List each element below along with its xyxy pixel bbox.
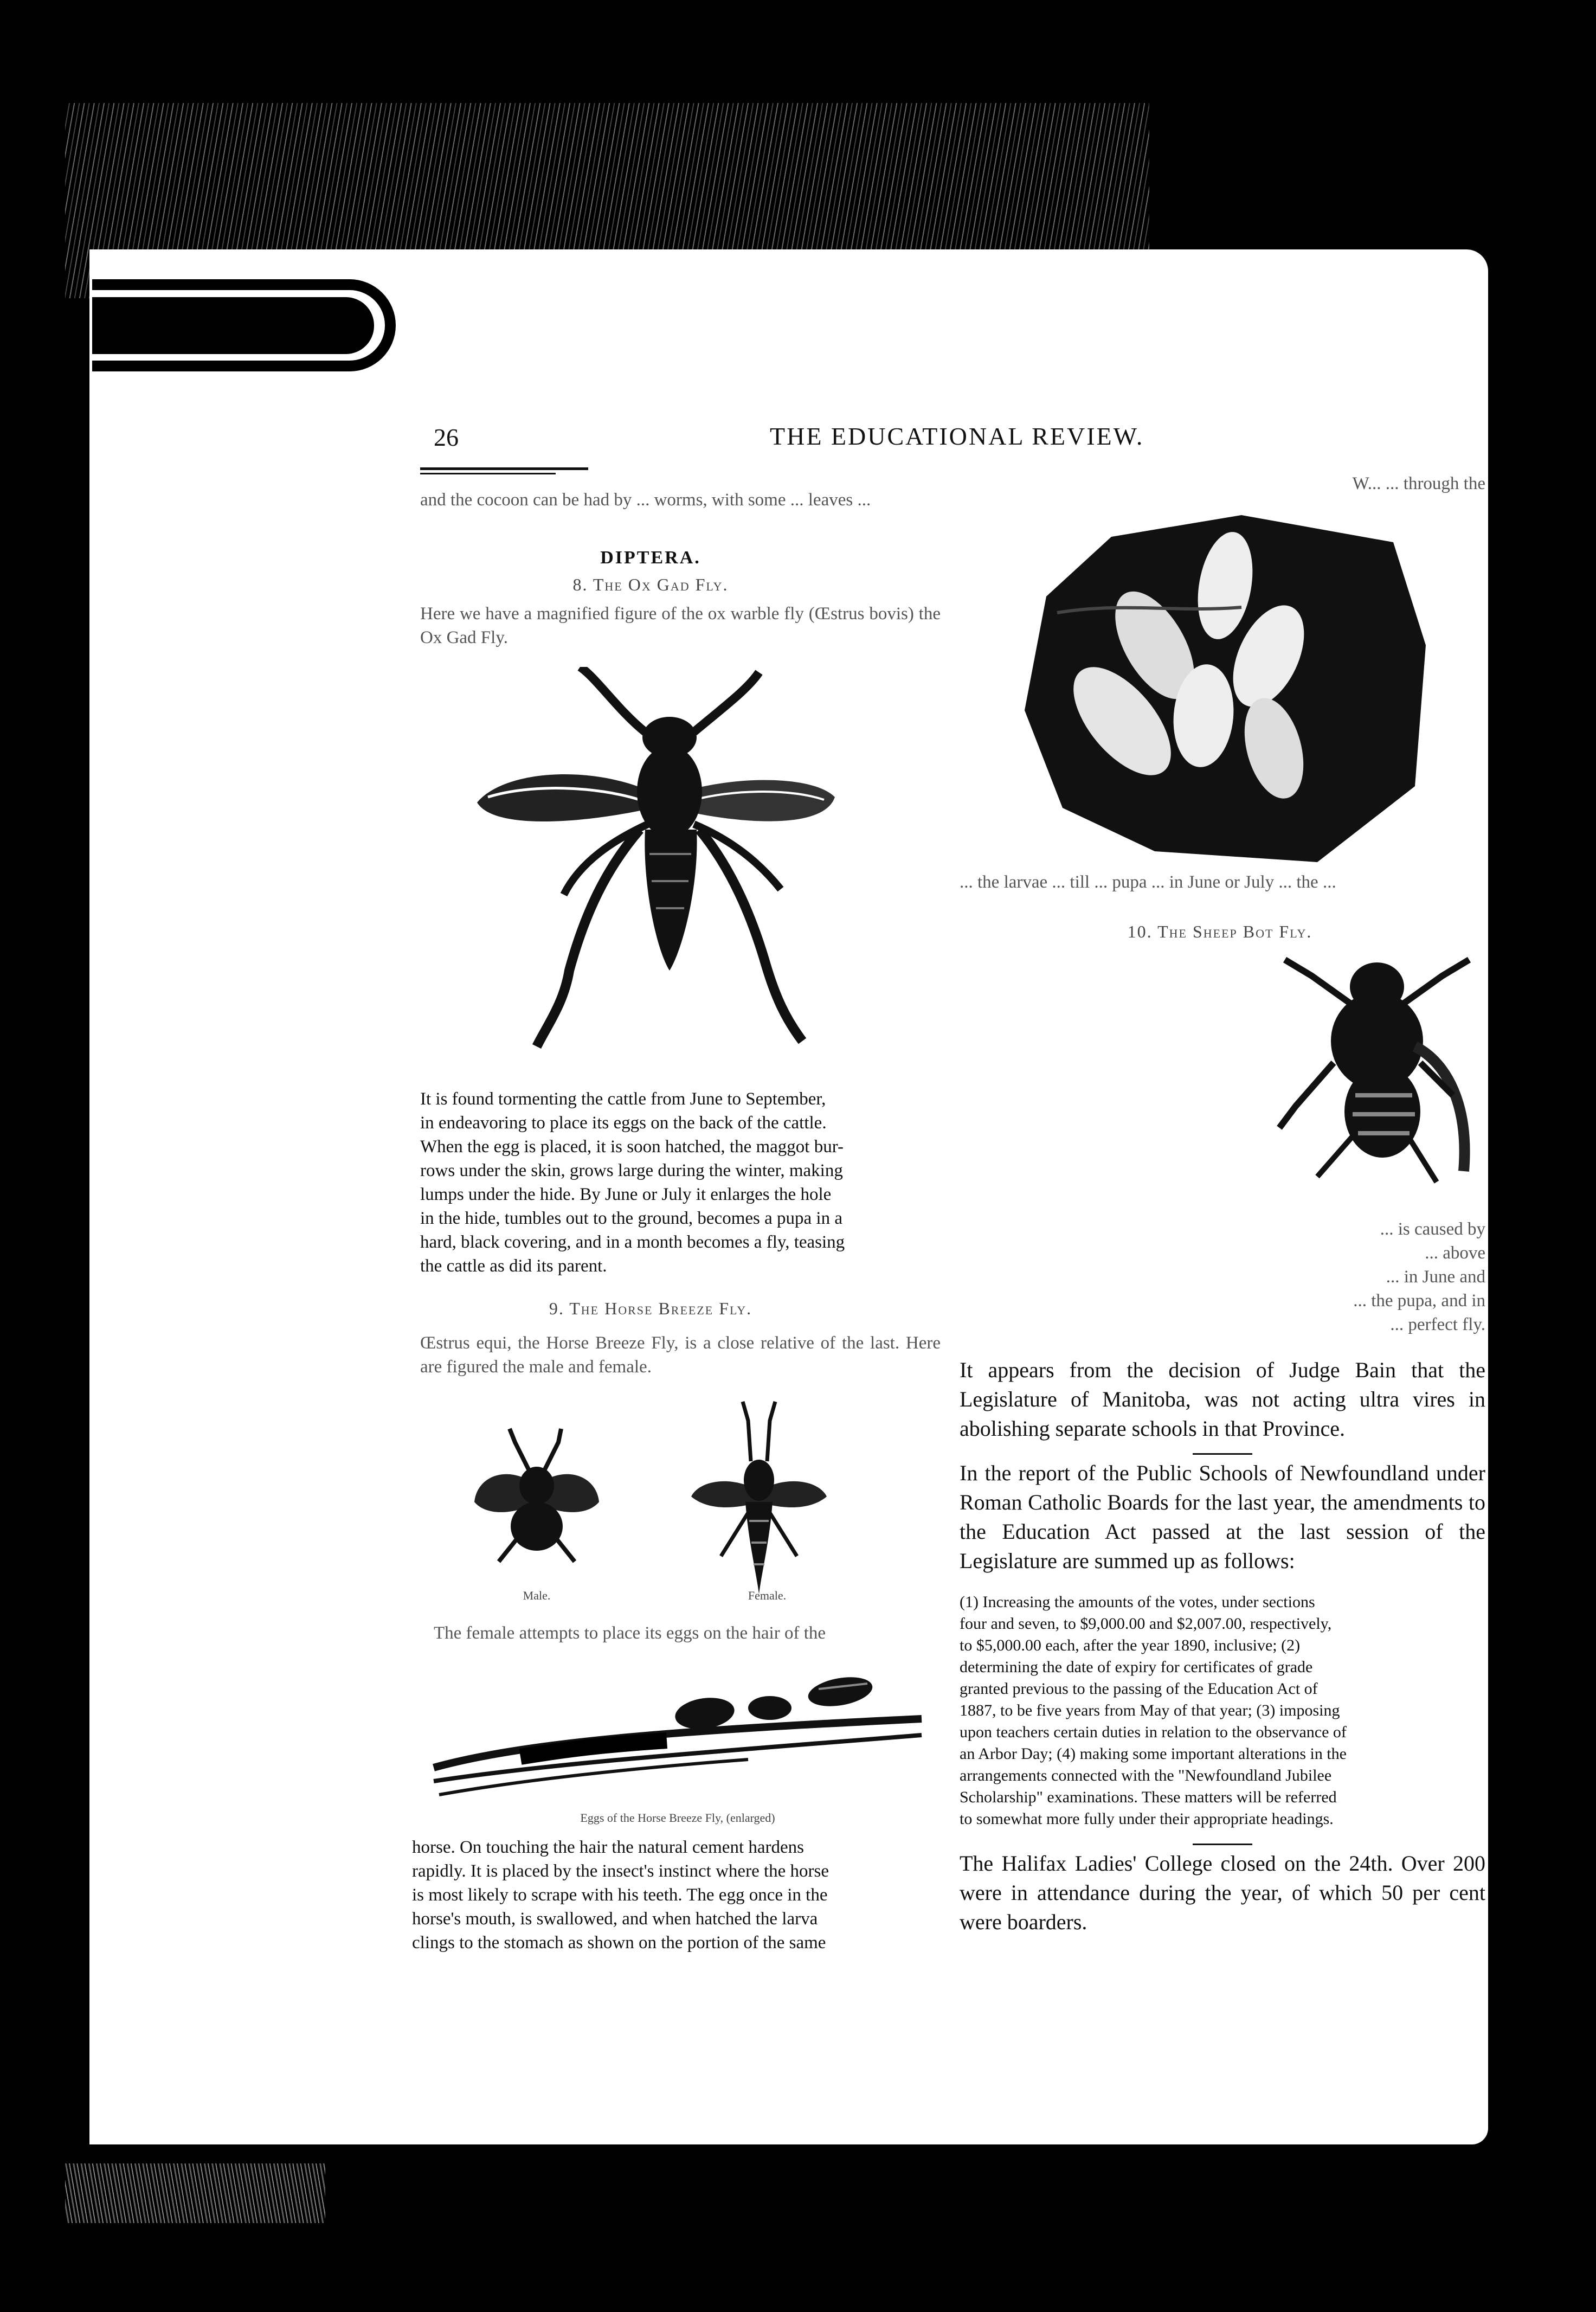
- label-female: Female.: [748, 1589, 787, 1602]
- newfoundland-line: an Arbor Day; (4) making some important alterations in the: [960, 1745, 1347, 1763]
- horse-text-line: rapidly. It is placed by the insect's instinct where the horse: [412, 1861, 829, 1881]
- ox-text-line: in the hide, tumbles out to the ground, becomes a pupa in a: [420, 1209, 842, 1228]
- sheep-text-line: ... perfect fly.: [1390, 1315, 1485, 1334]
- paragraph-newfoundland-intro: In the report of the Public Schools of Newfoundland under Roman Catholic Boards for the last year, the amendments to the Education Act passed at the last session of the Legislature are summed up as follows:: [960, 1461, 1485, 1573]
- sheep-text-line: ... the pupa, and in: [1353, 1291, 1485, 1311]
- sheep-text-line: ... is caused by: [1380, 1219, 1485, 1239]
- journal-title: THE EDUCATIONAL REVIEW.: [770, 422, 1144, 450]
- separator-rule-2: [1193, 1844, 1252, 1845]
- page-number: 26: [434, 423, 459, 451]
- horse-text-line: clings to the stomach as shown on the portion of the same: [412, 1933, 826, 1953]
- paragraph-halifax: The Halifax Ladies' College closed on the 24th. Over 200 were in attendance during the year, of which 50 per cent were boarders.: [960, 1851, 1485, 1934]
- ox-text-line: lumps under the hide. By June or July it enlarges the hole: [420, 1185, 832, 1204]
- ox-text-line: It is found tormenting the cattle from June to September,: [420, 1089, 826, 1109]
- sheep-text-line: ... in June and: [1386, 1267, 1485, 1287]
- right-top-fragment: W... ... through the: [1352, 474, 1485, 493]
- horse-breeze-fly-title: 9. The Horse Breeze Fly.: [549, 1299, 752, 1318]
- paragraph-newfoundland-list: [960, 1591, 1485, 1830]
- section-heading-diptera: DIPTERA.: [600, 548, 701, 568]
- horse-breeze-fly-male-illustration: [472, 1426, 602, 1589]
- header-rule: [420, 467, 588, 470]
- separator-rule: [1193, 1453, 1252, 1455]
- ox-text-line: in endeavoring to place its eggs on the back of the cattle.: [420, 1113, 827, 1133]
- horse-text: [412, 1835, 943, 1955]
- ox-gad-fly-intro: Here we have a magnified figure of the ox warble fly (Œstrus bovis) the Ox Gad Fly.: [420, 604, 941, 647]
- sheep-bot-fly-illustration: [1274, 954, 1480, 1193]
- page-tab-edge-cut: [92, 297, 374, 354]
- newfoundland-line: granted previous to the passing of the Education Act of: [960, 1680, 1318, 1698]
- ox-gad-fly-text: [420, 1087, 941, 1278]
- left-top-fragment: and the cocoon can be had by ... worms, with some ... leaves ...: [420, 490, 871, 510]
- header-rule-2: [420, 473, 556, 474]
- horse-text-line: horse. On touching the hair the natural cement hardens: [412, 1838, 805, 1857]
- ox-text-line: rows under the skin, grows large during the winter, making: [420, 1161, 843, 1180]
- scan-noise-bottom: [65, 2163, 325, 2223]
- sheep-bot-fly-title: 10. The Sheep Bot Fly.: [1127, 922, 1312, 941]
- female-text: The female attempts to place its eggs on the hair of the: [434, 1623, 826, 1643]
- newfoundland-line: Scholarship" examinations. These matters will be referred: [960, 1788, 1337, 1806]
- newfoundland-line: 1887, to be five years from May of that year; (3) imposing: [960, 1701, 1340, 1719]
- paragraph-manitoba: It appears from the decision of Judge Bain that the Legislature of Manitoba, was not acting ultra vires in abolishing separate schools in that Province.: [960, 1358, 1485, 1441]
- horse-breeze-fly-intro: Œstrus equi, the Horse Breeze Fly, is a close relative of the last. Here are figured the male and female.: [420, 1333, 941, 1377]
- newfoundland-line: upon teachers certain duties in relation to the observance of: [960, 1723, 1347, 1741]
- ox-text-line: When the egg is placed, it is soon hatched, the maggot bur-: [420, 1137, 844, 1157]
- newfoundland-line: four and seven, to $9,000.00 and $2,007.00, respectively,: [960, 1615, 1332, 1633]
- stomach-caption: ... the larvae ... till ... pupa ... in June or July ... the ...: [960, 872, 1336, 892]
- horse-breeze-fly-female-illustration: [688, 1399, 829, 1605]
- ox-text-line: the cattle as did its parent.: [420, 1256, 607, 1276]
- horse-hair-eggs-illustration: [423, 1659, 932, 1811]
- label-male: Male.: [523, 1589, 551, 1602]
- newfoundland-line: to somewhat more fully under their appropriate headings.: [960, 1810, 1334, 1828]
- horse-text-line: horse's mouth, is swallowed, and when hatched the larva: [412, 1909, 818, 1929]
- newfoundland-line: (1) Increasing the amounts of the votes, under sections: [960, 1593, 1315, 1611]
- eggs-caption: Eggs of the Horse Breeze Fly, (enlarged): [580, 1811, 775, 1825]
- sheep-bot-fly-text: [960, 1217, 1485, 1337]
- newfoundland-line: to $5,000.00 each, after the year 1890, inclusive; (2): [960, 1636, 1301, 1654]
- ox-text-line: hard, black covering, and in a month becomes a fly, teasing: [420, 1232, 845, 1252]
- newfoundland-line: determining the date of expiry for certificates of grade: [960, 1658, 1313, 1676]
- sheep-text-line: ... above: [1425, 1243, 1485, 1263]
- ox-gad-fly-title: 8. The Ox Gad Fly.: [572, 575, 729, 594]
- ox-gad-fly-illustration: [455, 667, 878, 1057]
- stomach-larvae-illustration: [1014, 504, 1447, 873]
- horse-text-line: is most likely to scrape with his teeth. The egg once in the: [412, 1885, 828, 1905]
- newfoundland-line: arrangements connected with the "Newfoundland Jubilee: [960, 1767, 1332, 1784]
